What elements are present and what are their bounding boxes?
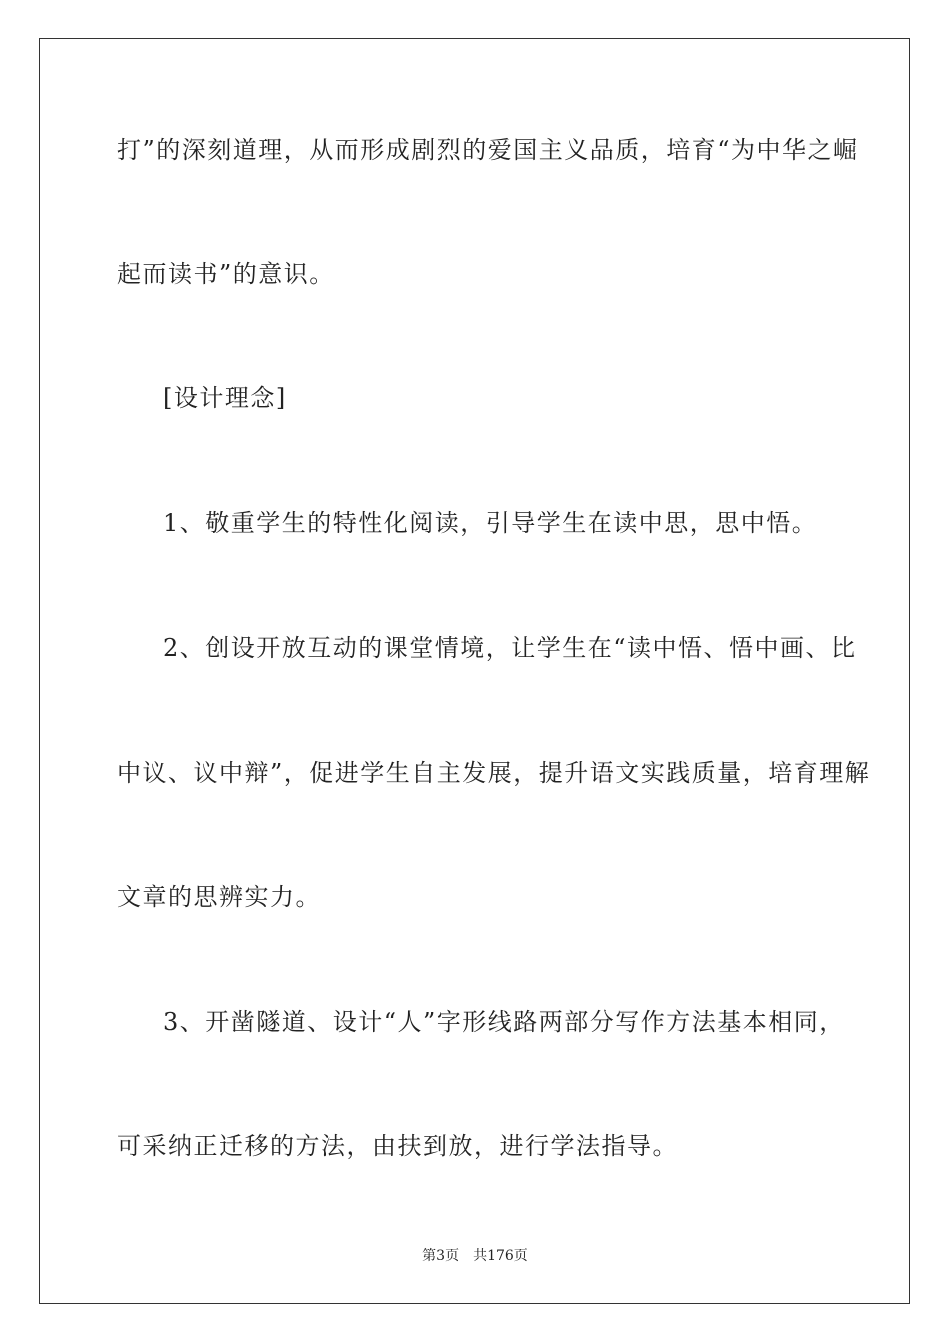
list-item-3: 3、开凿隧道、设计“人”字形线路两部分写作方法基本相同，: [163, 1008, 845, 1036]
paragraph-line: 文章的思辨实力。: [117, 883, 321, 911]
section-heading: [设计理念]: [163, 384, 287, 412]
page-footer: 第3页 共176页: [422, 1248, 528, 1264]
list-item-2: 2、创设开放互动的课堂情境，让学生在“读中悟、悟中画、比: [163, 634, 857, 662]
paragraph-line: 中议、议中辩”，促进学生自主发展，提升语文实践质量，培育理解: [117, 759, 871, 787]
paragraph-line: 可采纳正迁移的方法，由扶到放，进行学法指导。: [117, 1132, 678, 1160]
page-border: [39, 38, 910, 1304]
list-item-1: 1、敬重学生的特性化阅读，引导学生在读中思，思中悟。: [163, 509, 818, 537]
paragraph-line: 打”的深刻道理，从而形成剧烈的爱国主义品质，培育“为中华之崛: [117, 136, 859, 164]
paragraph-line: 起而读书”的意识。: [117, 260, 335, 288]
